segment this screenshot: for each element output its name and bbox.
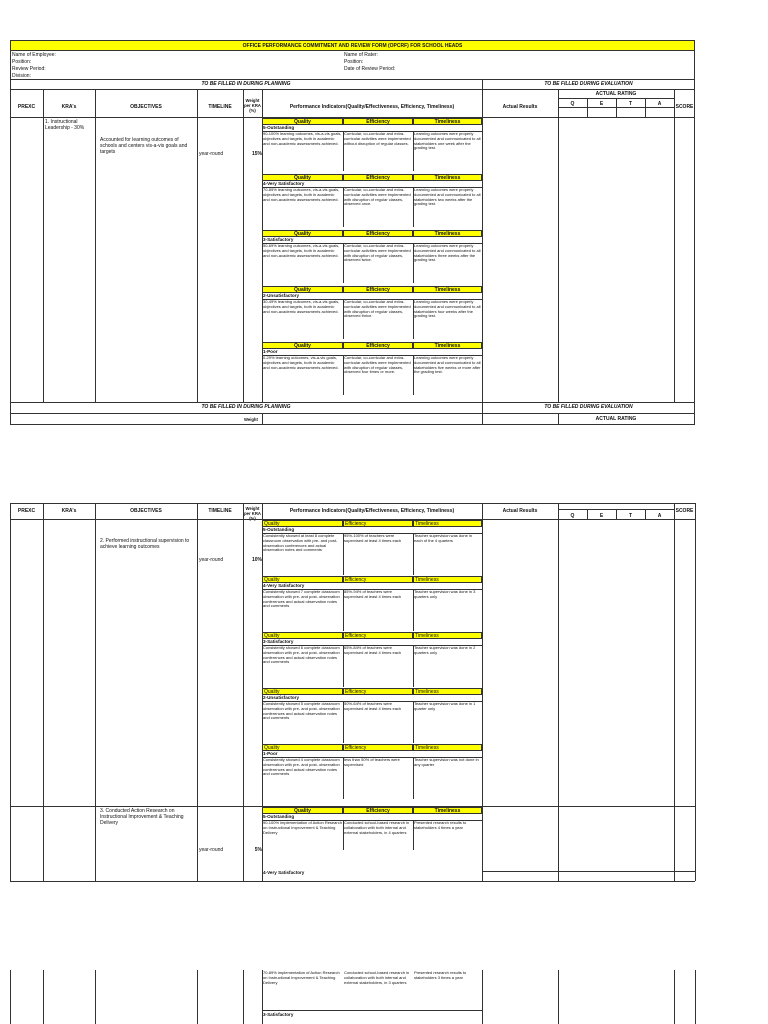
header-objectives: OBJECTIVES — [130, 104, 162, 110]
qet-header-efficiency: Efficiency — [343, 576, 413, 583]
qet-header-timeliness: Timeliness — [413, 688, 482, 695]
level-quality-text: Consistently showed 5 complete classroom observation with pre- and post- observation conferences and actual observation notes and comments — [263, 702, 340, 721]
level-timeliness-text: Teacher supervision was not done in any quarter — [414, 758, 479, 767]
rating-t: T — [628, 101, 633, 107]
level-timeliness-text: Learning outcomes were properly documented and communicated to all stakeholders one week after the grading test. — [414, 132, 481, 151]
level-divider — [413, 645, 414, 687]
level-name: 5-Outstanding — [263, 814, 295, 819]
level-divider — [413, 701, 414, 743]
rating-e: E — [599, 101, 604, 107]
level-efficiency-text: Curricular, co-curricular and extra-curricular activities were implemented with disruption of regular classes, observed once. — [344, 188, 411, 207]
qet-header-timeliness: Timeliness — [413, 576, 482, 583]
header-actual-rating: ACTUAL RATING — [595, 91, 637, 97]
level-name: 3-Satisfactory — [263, 237, 294, 242]
level-divider — [343, 589, 344, 631]
qet-header-timeliness: Timeliness — [413, 807, 482, 814]
level-timeliness-text: Learning outcomes were properly documented and communicated to all stakeholders three weeks after the grading test. — [414, 244, 481, 263]
level-efficiency-text: Curricular, co-curricular and extra-curricular activities were implemented with disruption of regular classes, observed four times or more. — [344, 356, 411, 375]
level-quality-text: Consistently showed 6 complete classroom observation with pre- and post- observation conferences and actual observation notes and comments — [263, 646, 340, 665]
level-divider — [413, 187, 414, 227]
header-score: SCORE — [675, 104, 694, 110]
weight-3: 5% — [254, 847, 262, 853]
level-name: 1-Poor — [263, 751, 278, 756]
qet-header-efficiency: Efficiency — [343, 807, 413, 814]
qet-header-efficiency: Efficiency — [343, 744, 413, 751]
qet-header-timeliness: Timeliness — [413, 286, 482, 293]
level-quality-text: 30-49% learning outcomes, vis-a-vis goals, objectives and targets, both in academic and non-academic assessments achieved. — [263, 300, 340, 314]
rater-label: Name of Rater: — [344, 52, 378, 58]
rating-q: Q — [570, 101, 575, 107]
division-label: Division: — [12, 73, 31, 79]
level-efficiency-text: 50%-64% of teachers were supervised at least 4 times each — [344, 702, 402, 711]
level-rule — [262, 1010, 482, 1011]
level-divider — [413, 820, 414, 850]
qet-header-quality: Quality — [262, 688, 343, 695]
header-timeline: TIMELINE — [208, 104, 232, 110]
qet-header-efficiency: Efficiency — [343, 118, 413, 125]
qet-header-efficiency: Efficiency — [343, 520, 413, 527]
level-timeliness-text: Learning outcomes were properly documented and communicated to all stakeholders four weeks after the grading test. — [414, 300, 481, 319]
qet-header-efficiency: Efficiency — [343, 174, 413, 181]
weight-1: 15% — [251, 151, 262, 157]
level-timeliness-text: Learning outcomes were properly documented and communicated to all stakeholders two weeks after the grading test. — [414, 188, 481, 207]
evaluation-label: TO BE FILLED DURING EVALUATION — [544, 81, 633, 87]
qet-header-timeliness: Timeliness — [413, 632, 482, 639]
level-name: 3-Satisfactory — [263, 639, 294, 644]
level-divider — [413, 299, 414, 339]
header-weight: Weight per KRA (%) — [244, 98, 261, 114]
header-weight-2: Weight per KRA (%) — [244, 506, 261, 522]
level-quality-text: 70-89% implementation of Action Research on Instructional Improvement & Teaching Delivery — [263, 971, 340, 985]
level-timeliness-text: Presented research results to stakeholders 4 times a year — [414, 821, 467, 830]
level-name-very-satisfactory: 4-Very Satisfactory — [263, 870, 305, 875]
objective-1: Accounted for learning outcomes of schools and centers vis-a-vis goals and targets — [100, 137, 188, 155]
level-name: 4-Very Satisfactory — [263, 583, 305, 588]
header-kras: KRA's — [61, 104, 77, 110]
form-title: OFFICE PERFORMANCE COMMITMENT AND REVIEW FORM (OPCRF) FOR SCHOOL HEADS — [10, 40, 695, 51]
qet-header-efficiency: Efficiency — [343, 286, 413, 293]
level-quality-text: Consistently showed 7 complete classroom observation with pre- and post- observation conferences and actual observation notes and comments — [263, 590, 340, 609]
header-timeline-2: TIMELINE — [208, 508, 232, 514]
header-actual-results: Actual Results — [502, 104, 538, 110]
employee-label: Name of Employee: — [12, 52, 56, 58]
level-name: 5-Outstanding — [263, 125, 295, 130]
level-efficiency-text: Curricular, co-curricular and extra-curricular activities were implemented with disruption of regular classes, observed twice. — [344, 244, 411, 263]
qet-header-timeliness: Timeliness — [413, 342, 482, 349]
level-name: 4-Very Satisfactory — [263, 181, 305, 186]
qet-header-efficiency: Efficiency — [343, 632, 413, 639]
level-quality-text: Consistently showed at least 8 complete classroom observation with pre- and post- observation conferences and actual observation notes and comments — [263, 534, 338, 553]
header-kras-2: KRA's — [61, 508, 77, 514]
level-divider — [343, 355, 344, 395]
review-period-label: Review Period: — [12, 66, 46, 72]
kra-1: 1. Instructional Leadership - 30% — [45, 119, 85, 131]
level-timeliness-text: Teacher supervision was done in each of the 4 quarters — [414, 534, 473, 543]
level-quality-text: 90-100% learning outcomes, vis-a-vis goals, objectives and targets, both in academic and non-academic assessments achieved. — [263, 132, 342, 146]
opcrf-page-3 — [10, 970, 695, 1024]
level-divider — [343, 701, 344, 743]
level-efficiency-text: less than 50% of teachers were supervised — [344, 758, 400, 767]
header-prexc: PREXC — [17, 104, 36, 110]
level-divider — [343, 243, 344, 283]
level-name: 5-Outstanding — [263, 527, 295, 532]
level-efficiency-text: 95%-100% of teachers were supervised at least 4 times each — [344, 534, 402, 543]
level-efficiency-text: Conducted school-based research in collaboration with both internal and external stakeholders, in 3 quarters — [344, 971, 410, 985]
header-indicators-2: Performance Indicators(Quality/Effectiveness, Efficiency, Timeliness) — [289, 508, 455, 514]
qet-header-efficiency: Efficiency — [343, 688, 413, 695]
review-date-label: Date of Review Period: — [344, 66, 396, 72]
level-name-satisfactory: 3-Satisfactory — [263, 1012, 294, 1017]
level-timeliness-text: Teacher supervision was done in 1 quarter only — [414, 702, 476, 711]
level-timeliness-text: Learning outcomes were properly documented and communicated to all stakeholders five weeks or more after the grading test. — [414, 356, 481, 375]
level-divider — [413, 589, 414, 631]
level-timeliness-text: Teacher supervision was done in 2 quarters only — [414, 646, 476, 655]
level-efficiency-text: 85%-94% of teachers were supervised at least 4 times each — [344, 590, 402, 599]
level-divider — [343, 299, 344, 339]
qet-header-efficiency: Efficiency — [343, 342, 413, 349]
level-divider — [343, 645, 344, 687]
qet-header-quality: Quality — [262, 807, 343, 814]
qet-header-quality: Quality — [262, 118, 343, 125]
timeline-2: year-round — [199, 557, 224, 563]
qet-header-efficiency: Efficiency — [343, 230, 413, 237]
qet-header-quality: Quality — [262, 744, 343, 751]
objective-2: 2. Performed instructional supervision to achieve learning outcomes — [100, 538, 190, 550]
qet-header-quality: Quality — [262, 632, 343, 639]
level-divider — [343, 187, 344, 227]
level-quality-text: 0-29% learning outcomes, vis-a-vis goals, objectives and targets, both in academic and non-academic assessments achieved. — [263, 356, 339, 370]
rating-a-2: A — [657, 513, 662, 519]
level-name: 1-Poor — [263, 349, 278, 354]
objective-3: 3. Conducted Action Research on Instructional Improvement & Teaching Delivery — [100, 808, 184, 826]
header-actual-results-2: Actual Results — [502, 508, 538, 514]
rater-position-label: Position: — [344, 59, 364, 65]
qet-header-quality: Quality — [262, 286, 343, 293]
qet-header-timeliness: Timeliness — [413, 230, 482, 237]
planning-label-repeat: TO BE FILLED IN DURING PLANNING — [201, 404, 291, 410]
qet-header-timeliness: Timeliness — [413, 174, 482, 181]
level-efficiency-text: Curricular, co-curricular and extra-curricular activities were implemented without disruption of regular classes. — [344, 132, 411, 146]
actual-rating-cutoff: ACTUAL RATING — [595, 416, 637, 422]
level-divider — [413, 355, 414, 395]
header-score-2: SCORE — [675, 508, 694, 514]
opcrf-page-1 — [10, 40, 695, 425]
header-objectives-2: OBJECTIVES — [130, 508, 162, 514]
level-name: 2-Unsatisfactory — [263, 695, 299, 700]
qet-header-timeliness: Timeliness — [413, 520, 482, 527]
timeline-1: year-round — [199, 151, 224, 157]
level-divider — [343, 757, 344, 799]
qet-header-quality: Quality — [262, 576, 343, 583]
level-quality-text: Consistently showed 4 complete classroom observation with pre- and post- observation conferences and actual observation notes and comments — [263, 758, 340, 777]
level-efficiency-text: 65%-84% of teachers were supervised at least 4 times each — [344, 646, 402, 655]
level-quality-text: 90-100% implementation of Action Research on Instructional Improvement & Teaching Delivery — [263, 821, 342, 835]
weight-2: 10% — [251, 557, 262, 563]
qet-header-quality: Quality — [262, 230, 343, 237]
planning-label: TO BE FILLED IN DURING PLANNING — [201, 81, 291, 87]
level-divider — [413, 243, 414, 283]
rating-q-2: Q — [570, 513, 575, 519]
level-divider — [413, 131, 414, 171]
evaluation-label-repeat: TO BE FILLED DURING EVALUATION — [544, 404, 633, 410]
level-efficiency-text: Conducted school-based research in collaboration with both internal and external stakeholders, in 4 quarters — [344, 821, 410, 835]
qet-header-quality: Quality — [262, 520, 343, 527]
level-quality-text: 50-69% learning outcomes, vis-a-vis goals, objectives and targets, both in academic and non-academic assessments achieved. — [263, 244, 340, 258]
level-quality-text: 70-89% learning outcomes, vis-a-vis goals, objectives and targets, both in academic and non-academic assessments achieved. — [263, 188, 340, 202]
level-divider — [343, 533, 344, 575]
weight-cutoff: Weight — [244, 417, 258, 422]
level-efficiency-text: Curricular, co-curricular and extra-curricular activities were implemented with disruption of regular classes, observed thrice. — [344, 300, 411, 319]
opcrf-page-2 — [10, 503, 695, 881]
level-timeliness-text: Teacher supervision was done in 3 quarters only — [414, 590, 476, 599]
timeline-3: year-round — [199, 847, 224, 853]
position-label: Position: — [12, 59, 32, 65]
qet-header-quality: Quality — [262, 174, 343, 181]
rating-t-2: T — [628, 513, 633, 519]
qet-header-timeliness: Timeliness — [413, 118, 482, 125]
header-indicators: Performance Indicators(Quality/Effectiveness, Efficiency, Timeliness) — [289, 104, 455, 110]
rating-a: A — [657, 101, 662, 107]
header-prexc-2: PREXC — [17, 508, 36, 514]
rating-e-2: E — [599, 513, 604, 519]
level-divider — [413, 533, 414, 575]
level-divider — [413, 757, 414, 799]
level-divider — [343, 131, 344, 171]
qet-header-quality: Quality — [262, 342, 343, 349]
qet-header-timeliness: Timeliness — [413, 744, 482, 751]
level-timeliness-text: Presented research results to stakeholders 3 times a year — [414, 971, 467, 980]
level-name: 2-Unsatisfactory — [263, 293, 299, 298]
level-divider — [343, 820, 344, 850]
